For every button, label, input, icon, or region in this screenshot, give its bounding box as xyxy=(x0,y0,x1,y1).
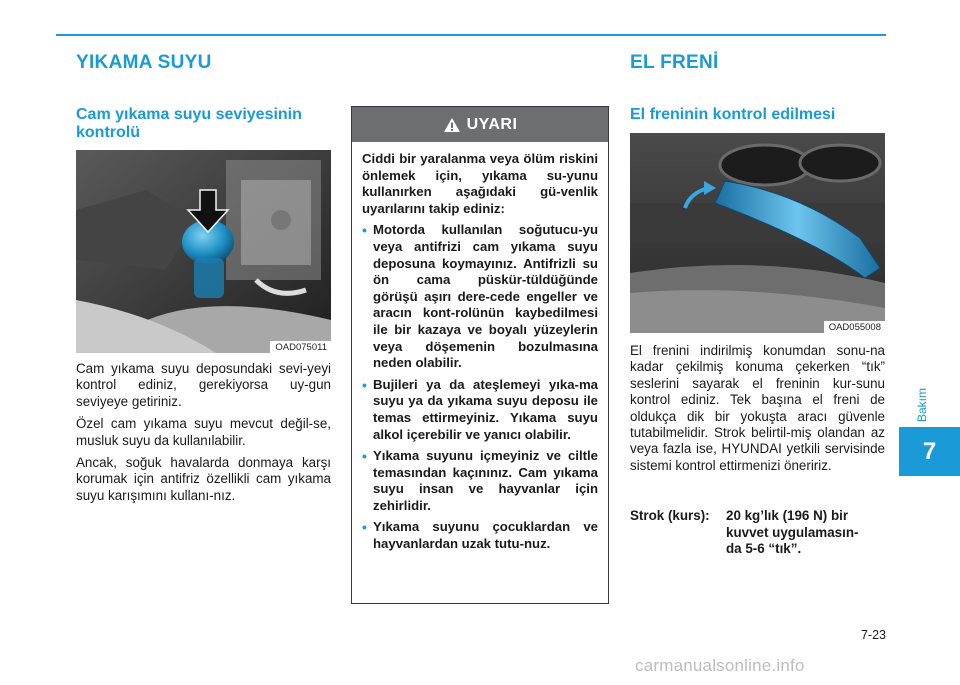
warning-item: • Yıkama suyunu çocuklardan ve hayvanlardan uzak tutu-nuz. xyxy=(362,519,598,552)
bullet-icon: • xyxy=(362,376,367,393)
warning-box xyxy=(351,106,609,604)
spec-value: 20 kg’lık (196 N) bir xyxy=(726,508,849,523)
paragraph: Ancak, soğuk havalarda donmaya karşı korumak için antifriz özellikli cam yıkama suyu karışımını kullanı-nız. xyxy=(76,455,331,503)
watermark: carmanualsonline.info xyxy=(635,656,805,675)
bullet-icon: • xyxy=(362,222,367,239)
paragraph: Cam yıkama suyu deposundaki sevi-yeyi kontrol ediniz, gerekiyorsa uy-gun seviyeye getiriniz. xyxy=(76,361,331,409)
subheading-brake-check: El freninin kontrol edilmesi xyxy=(630,106,836,123)
washer-fluid-text xyxy=(76,361,331,510)
photo-code-label: OAD075011 xyxy=(270,341,331,353)
section-title-parking-brake: EL FRENİ xyxy=(630,52,719,73)
parking-brake-photo xyxy=(630,133,885,333)
warning-item: • Yıkama suyunu içmeyiniz ve ciltle temasından kaçınınız. Cam yıkama suyu insan ve hayvanlar için zehirlidir. xyxy=(362,448,598,513)
spec-value: kuvvet uygulamasın- xyxy=(726,524,859,540)
parking-brake-illustration xyxy=(630,133,885,333)
warning-title: UYARI xyxy=(466,115,518,133)
subheading-washer-level: Cam yıkama suyu seviyesinin kontrolü xyxy=(76,106,302,141)
top-rule xyxy=(56,34,886,36)
spec-label: Strok (kurs): xyxy=(630,508,710,523)
engine-bay-photo xyxy=(76,150,331,353)
chapter-name-label: Bakım xyxy=(915,388,929,423)
engine-bay-illustration xyxy=(76,150,331,353)
bullet-icon: • xyxy=(362,448,367,465)
warning-body xyxy=(352,142,608,553)
parking-brake-text: El frenini indirilmiş konumdan sonu-na kadar çekilmiş konuma çekerken “tık” seslerini sayarak el freninin kur-sunu kontrol ediniz. Tek başına el freni de oldukça dik bir yokuşta aracı güvenle tutabilmelidir. Strok belirtil-miş olandan az veya fazla ise, HYUNDAI yetkili servisinde sistemi kontrol ettirmenizi öneririz. xyxy=(630,343,885,473)
warning-item: • Bujileri ya da ateşlemeyi yıka-ma suyu ya da yıkama suyu deposu ile temas ettirmeyiniz. Yıkama suyu alkol içerebilir ve yanıcı olabilir. xyxy=(362,376,598,442)
chapter-number-tab: 7 xyxy=(899,427,960,476)
paragraph: Özel cam yıkama suyu mevcut değil-se, musluk suyu da kullanılabilir. xyxy=(76,416,331,448)
stroke-spec xyxy=(630,508,886,558)
photo-code-label: OAD055008 xyxy=(824,321,885,333)
section-title-washer-fluid: YIKAMA SUYU xyxy=(76,52,212,73)
bullet-icon: • xyxy=(362,519,367,536)
warning-header xyxy=(352,107,608,142)
warning-triangle-icon xyxy=(443,117,461,133)
spec-value: da 5-6 “tık”. xyxy=(726,541,802,557)
warning-item: • Motorda kullanılan soğutucu-yu veya antifrizi cam yıkama suyu deposuna koymayınız. Antifrizli su ön cama püskür-tüldüğünde görüşü aşırı dere-cede engeller ve aracın kont-rolünün kaybedilmesi ile bir kazaya ve boyalı yüzeylerin veya döşemenin bozulmasına neden olabilir. xyxy=(362,222,598,371)
page-number: 7-23 xyxy=(860,628,886,642)
warning-intro: Ciddi bir yaralanma veya ölüm riskini önlemek için, yıkama su-yunu kullanırken aşağıdaki gü-venlik uyarılarını takip ediniz: xyxy=(362,151,598,216)
